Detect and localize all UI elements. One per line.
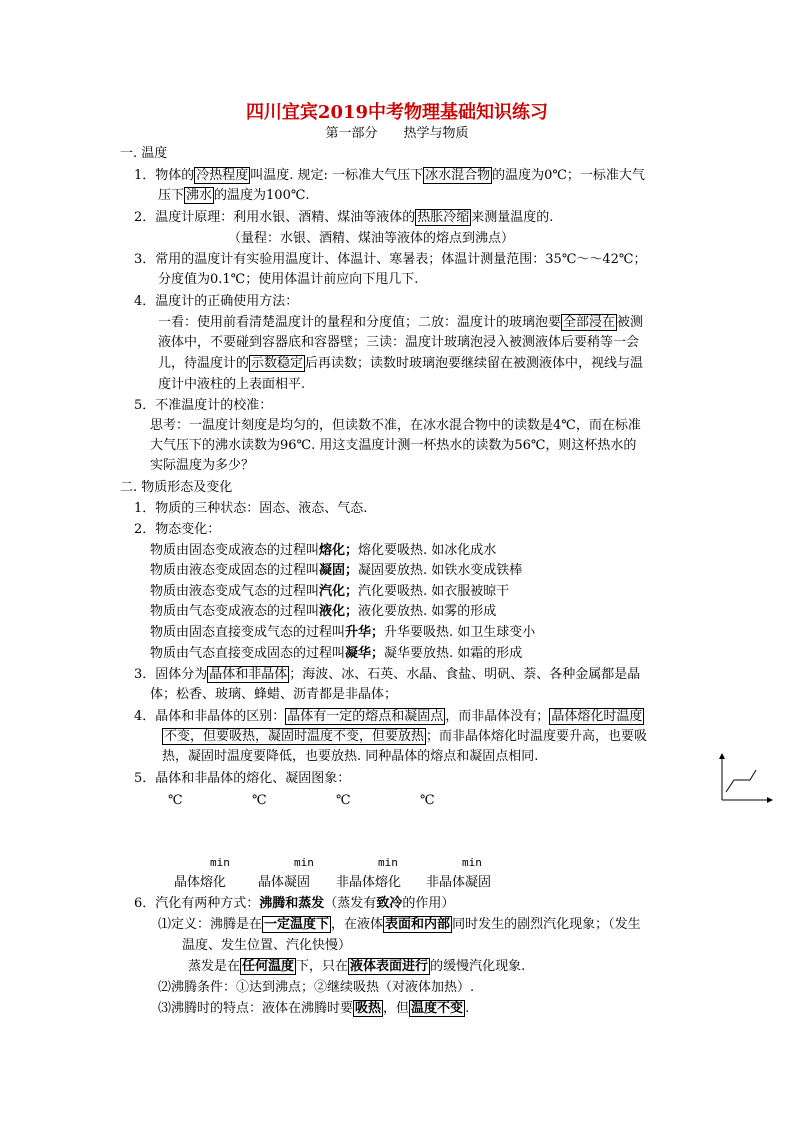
graph-1-caption: 晶体熔化 (174, 875, 227, 890)
graph-4-degree: ℃ (420, 793, 435, 808)
graph-3-degree: ℃ (336, 793, 351, 808)
document-subtitle: 第一部分 热学与物质 (325, 126, 469, 141)
graph-1-min: min (210, 856, 230, 869)
paragraph-4-line-3: 儿，待温度计的 示数稳定 后再读数；读数时玻璃泡要继续留在被测液体中，视线与温 (158, 356, 644, 371)
graph-2-degree: ℃ (252, 793, 267, 808)
paragraph-difference-line-1: 4．晶体和非晶体的区别： 晶体有一定的熔点和凝固点 ，而非晶体没有； 晶体熔化时温度 (134, 709, 643, 724)
graph-3-caption: 非晶体熔化 (336, 875, 402, 890)
definition-line-3: 蒸发是在 任何温度 下，只在 液体表面进行 的缓慢汽化现象. (188, 959, 526, 974)
paragraph-5-line-2: 大气压下的沸水读数为96℃. 用这支温度计测一杯热水的读数为56℃，则这杯热水的 (150, 438, 637, 453)
paragraph-difference-line-2: 不变，但要吸热，凝固时温度不变，但要放热 ；而非晶体熔化时温度要升高，也要吸 (164, 729, 648, 744)
phase-vaporizing: 物质由液态变成气态的过程叫汽化；汽化要吸热. 如衣服被晾干 (150, 584, 510, 599)
paragraph-5-line-1: 思考：一温度计刻度是均匀的，但读数不准，在冰水混合物中的读数是4℃，而在标准 (150, 418, 641, 433)
document-title: 四川宜宾2019中考物理基础知识练习 (245, 102, 549, 123)
paragraph-3-line-1: 3．常用的温度计有实验用温度计、体温计、寒暑表；体温计测量范围：35℃～～42℃； (134, 252, 647, 267)
paragraph-4-line-2: 液体中，不要碰到容器底和容器壁；三读：温度计玻璃泡浸入被测液体后要稍等一会 (158, 335, 640, 350)
phase-sublimation: 物质由固态直接变成气态的过程叫升华；升华要吸热. 如卫生球变小 (150, 625, 536, 640)
section-heading-states: 二. 物质形态及变化 (120, 480, 233, 495)
graph-3-min: min (378, 856, 398, 869)
graphs-heading: 5．晶体和非晶体的熔化、凝固图象： (134, 771, 351, 786)
phase-change-heading: 2．物态变化： (134, 522, 221, 537)
vaporization-heading: 6．汽化有两种方式：沸腾和蒸发（蒸发有致冷的作用） (134, 896, 455, 911)
phase-deposition: 物质由气态直接变成固态的过程叫凝华；凝华要放热. 如霜的形成 (150, 646, 523, 661)
phase-solidifying: 物质由液态变成固态的过程叫凝固；凝固要放热. 如铁水变成铁棒 (150, 563, 523, 578)
boiling-conditions: ⑵沸腾条件：①达到沸点；②继续吸热（对液体加热）. (158, 980, 475, 995)
paragraph-4-line-4: 度计中液柱的上表面相平. (158, 377, 306, 392)
graph-2-caption: 晶体凝固 (258, 875, 311, 890)
paragraph-1-line-1: 1．物体的 冷热程度 叫温度. 规定: 一标准大气压下 冰水混合物 的温度为0℃；一标准大气 (134, 168, 645, 183)
paragraph-2: 2．温度计原理：利用水银、酒精、煤油等液体的 热胀冷缩 来测量温度的. (134, 210, 554, 225)
definition-line-1: ⑴定义：沸腾是在 一定温度下 ，在液体 表面和内部 同时发生的剧烈汽化现象；（发生 (158, 917, 641, 932)
paragraph-5-heading: 5．不准温度计的校准： (134, 398, 273, 413)
definition-line-2: 温度、发生位置、汽化快慢） (182, 938, 352, 953)
paragraph-5-line-3: 实际温度为多少？ (150, 458, 255, 473)
paragraph-1-line-2: 压下 沸水 的温度为100℃. (158, 188, 310, 203)
paragraph-4-heading: 4．温度计的正确使用方法： (134, 294, 299, 309)
section-heading-temperature: 一. 温度 (120, 146, 168, 161)
paragraph-4-line-1: 一看：使用前看清楚温度计的量程和分度值；二放：温度计的玻璃泡要 全部浸在 被测 (158, 315, 644, 330)
boiling-features: ⑶沸腾时的特点：液体在沸腾时要 吸热 ，但 温度不变 . (158, 1001, 470, 1016)
graph-1-degree: ℃ (168, 793, 183, 808)
paragraph-solids-line-2: 体；松香、玻璃、蜂蜡、沥青都是非晶体； (150, 687, 398, 702)
states-line: 1．物质的三种状态：固态、液态、气态. (134, 501, 368, 516)
graph-4-min: min (462, 856, 482, 869)
graph-2-min: min (294, 856, 314, 869)
paragraph-2-note: （量程：水银、酒精、煤油等液体的熔点到沸点） (228, 231, 515, 246)
paragraph-3-line-2: 分度值为0.1℃；使用体温计前应向下甩几下. (158, 272, 419, 287)
phase-melting: 物质由固态变成液态的过程叫熔化；熔化要吸热. 如冰化成水 (150, 543, 497, 558)
paragraph-solids-line-1: 3．固体分为 晶体和非晶体 ；海波、冰、石英、水晶、食盐、明矾、萘、各种金属都是晶 (134, 667, 641, 682)
graph-4-caption: 非晶体凝固 (426, 875, 492, 890)
phase-liquefying: 物质由气态变成液态的过程叫液化；液化要放热. 如雾的形成 (150, 604, 497, 619)
paragraph-difference-line-3: 热，凝固时温度要降低，也要放热. 同种晶体的熔点和凝固点相同. (162, 749, 539, 764)
melting-curve-graph (714, 752, 774, 804)
